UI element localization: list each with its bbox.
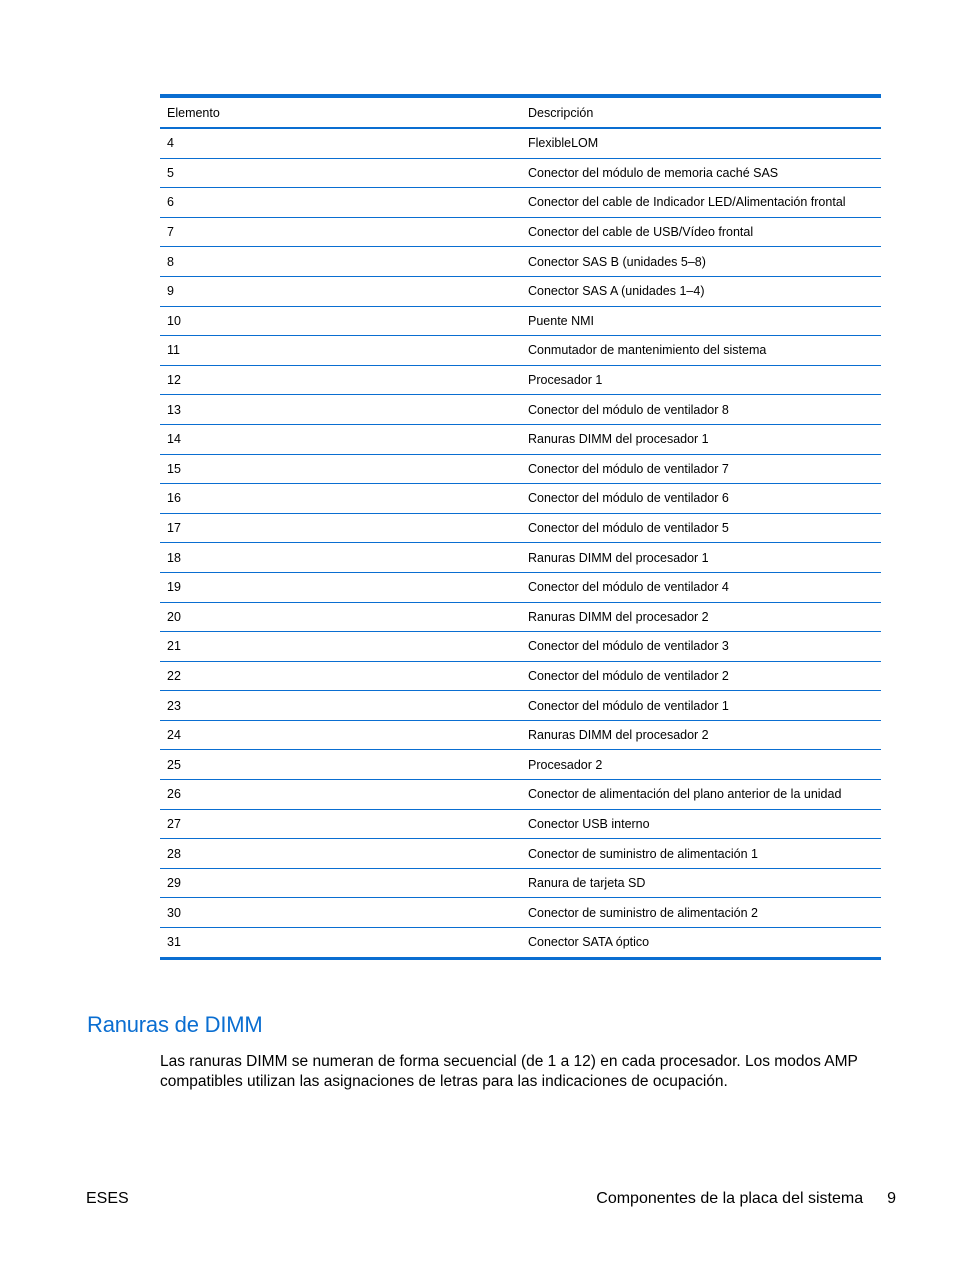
cell-elemento: 29 xyxy=(160,868,521,898)
cell-descripcion: Conector del módulo de memoria caché SAS xyxy=(521,158,881,188)
cell-descripcion: Conector del módulo de ventilador 1 xyxy=(521,691,881,721)
cell-descripcion: Ranuras DIMM del procesador 2 xyxy=(521,602,881,632)
section-title: Ranuras de DIMM xyxy=(87,1012,263,1037)
cell-elemento: 16 xyxy=(160,484,521,514)
cell-elemento: 8 xyxy=(160,247,521,277)
table-row xyxy=(160,572,881,602)
cell-elemento: 18 xyxy=(160,543,521,573)
cell-elemento: 25 xyxy=(160,750,521,780)
cell-descripcion: Conector del cable de USB/Vídeo frontal xyxy=(521,217,881,247)
table-row xyxy=(160,868,881,898)
cell-elemento: 27 xyxy=(160,809,521,839)
cell-elemento: 4 xyxy=(160,128,521,158)
table-row xyxy=(160,750,881,780)
table-row xyxy=(160,247,881,277)
cell-elemento: 31 xyxy=(167,935,181,950)
table-row xyxy=(160,839,881,869)
cell-elemento: 26 xyxy=(160,780,521,810)
table-row xyxy=(160,898,881,928)
cell-descripcion: Conector SATA óptico xyxy=(528,935,650,950)
table-body xyxy=(160,128,881,958)
footer-right xyxy=(596,1190,896,1208)
cell-elemento: 14 xyxy=(160,424,521,454)
table-row xyxy=(160,543,881,573)
table-row xyxy=(160,484,881,514)
components-table xyxy=(160,94,881,960)
cell-elemento: 20 xyxy=(160,602,521,632)
cell-descripcion: Conector de suministro de alimentación 1 xyxy=(521,839,881,869)
table-row xyxy=(160,188,881,218)
cell-elemento: 30 xyxy=(160,898,521,928)
footer-locale: ESES xyxy=(86,1190,129,1207)
header-descripcion: Descripción xyxy=(521,96,881,128)
cell-elemento: 12 xyxy=(160,365,521,395)
table-row xyxy=(160,720,881,750)
header-elemento: Elemento xyxy=(160,96,521,128)
cell-descripcion: FlexibleLOM xyxy=(521,128,881,158)
cell-descripcion: Ranura de tarjeta SD xyxy=(521,868,881,898)
footer-chapter: Componentes de la placa del sistema xyxy=(596,1190,864,1207)
table-row xyxy=(160,928,881,959)
table-row xyxy=(160,217,881,247)
cell-descripcion: Conector de suministro de alimentación 2 xyxy=(521,898,881,928)
table-row xyxy=(160,691,881,721)
cell-descripcion: Ranuras DIMM del procesador 1 xyxy=(521,424,881,454)
cell-elemento: 7 xyxy=(160,217,521,247)
cell-descripcion: Conector del módulo de ventilador 5 xyxy=(521,513,881,543)
cell-descripcion: Conmutador de mantenimiento del sistema xyxy=(521,336,881,366)
table-row xyxy=(160,454,881,484)
cell-elemento: 15 xyxy=(160,454,521,484)
table-row xyxy=(160,513,881,543)
cell-elemento: 17 xyxy=(160,513,521,543)
cell-elemento: 5 xyxy=(160,158,521,188)
components-table-wrapper xyxy=(160,94,881,960)
section-body: Las ranuras DIMM se numeran de forma secuencial (de 1 a 12) en cada procesador. Los modos AMP compatibles utilizan las asignaciones de letras para las indicaciones de ocupación. xyxy=(160,1053,858,1090)
cell-elemento: 21 xyxy=(160,632,521,662)
table-row xyxy=(160,365,881,395)
cell-elemento: 11 xyxy=(160,336,521,366)
cell-descripcion: Conector del módulo de ventilador 3 xyxy=(521,632,881,662)
table-row xyxy=(160,780,881,810)
table-row xyxy=(160,661,881,691)
cell-descripcion: Conector SAS B (unidades 5–8) xyxy=(521,247,881,277)
cell-descripcion: Ranuras DIMM del procesador 2 xyxy=(521,720,881,750)
cell-elemento: 22 xyxy=(160,661,521,691)
table-row xyxy=(160,276,881,306)
cell-descripcion: Procesador 2 xyxy=(521,750,881,780)
table-row xyxy=(160,158,881,188)
table-row xyxy=(160,128,881,158)
cell-descripcion: Conector USB interno xyxy=(521,809,881,839)
cell-elemento: 9 xyxy=(160,276,521,306)
footer-page-number: 9 xyxy=(887,1190,896,1207)
cell-descripcion: Conector del módulo de ventilador 8 xyxy=(521,395,881,425)
cell-descripcion: Conector de alimentación del plano anterior de la unidad xyxy=(521,780,881,810)
cell-descripcion: Conector del módulo de ventilador 2 xyxy=(521,661,881,691)
table-row xyxy=(160,809,881,839)
table-row xyxy=(160,632,881,662)
table-row xyxy=(160,395,881,425)
cell-descripcion: Conector SAS A (unidades 1–4) xyxy=(521,276,881,306)
table-row xyxy=(160,336,881,366)
cell-elemento: 10 xyxy=(160,306,521,336)
cell-descripcion: Conector del cable de Indicador LED/Alimentación frontal xyxy=(521,188,881,218)
table-row xyxy=(160,602,881,632)
cell-descripcion: Conector del módulo de ventilador 4 xyxy=(521,572,881,602)
cell-elemento: 28 xyxy=(160,839,521,869)
cell-elemento: 23 xyxy=(160,691,521,721)
cell-descripcion: Ranuras DIMM del procesador 1 xyxy=(521,543,881,573)
cell-elemento: 24 xyxy=(160,720,521,750)
table-header-row xyxy=(160,96,881,128)
cell-descripcion: Puente NMI xyxy=(521,306,881,336)
table-row xyxy=(160,306,881,336)
cell-elemento: 13 xyxy=(160,395,521,425)
cell-elemento: 6 xyxy=(160,188,521,218)
cell-elemento: 19 xyxy=(160,572,521,602)
cell-descripcion: Procesador 1 xyxy=(521,365,881,395)
cell-descripcion: Conector del módulo de ventilador 7 xyxy=(521,454,881,484)
table-row xyxy=(160,424,881,454)
cell-descripcion: Conector del módulo de ventilador 6 xyxy=(521,484,881,514)
